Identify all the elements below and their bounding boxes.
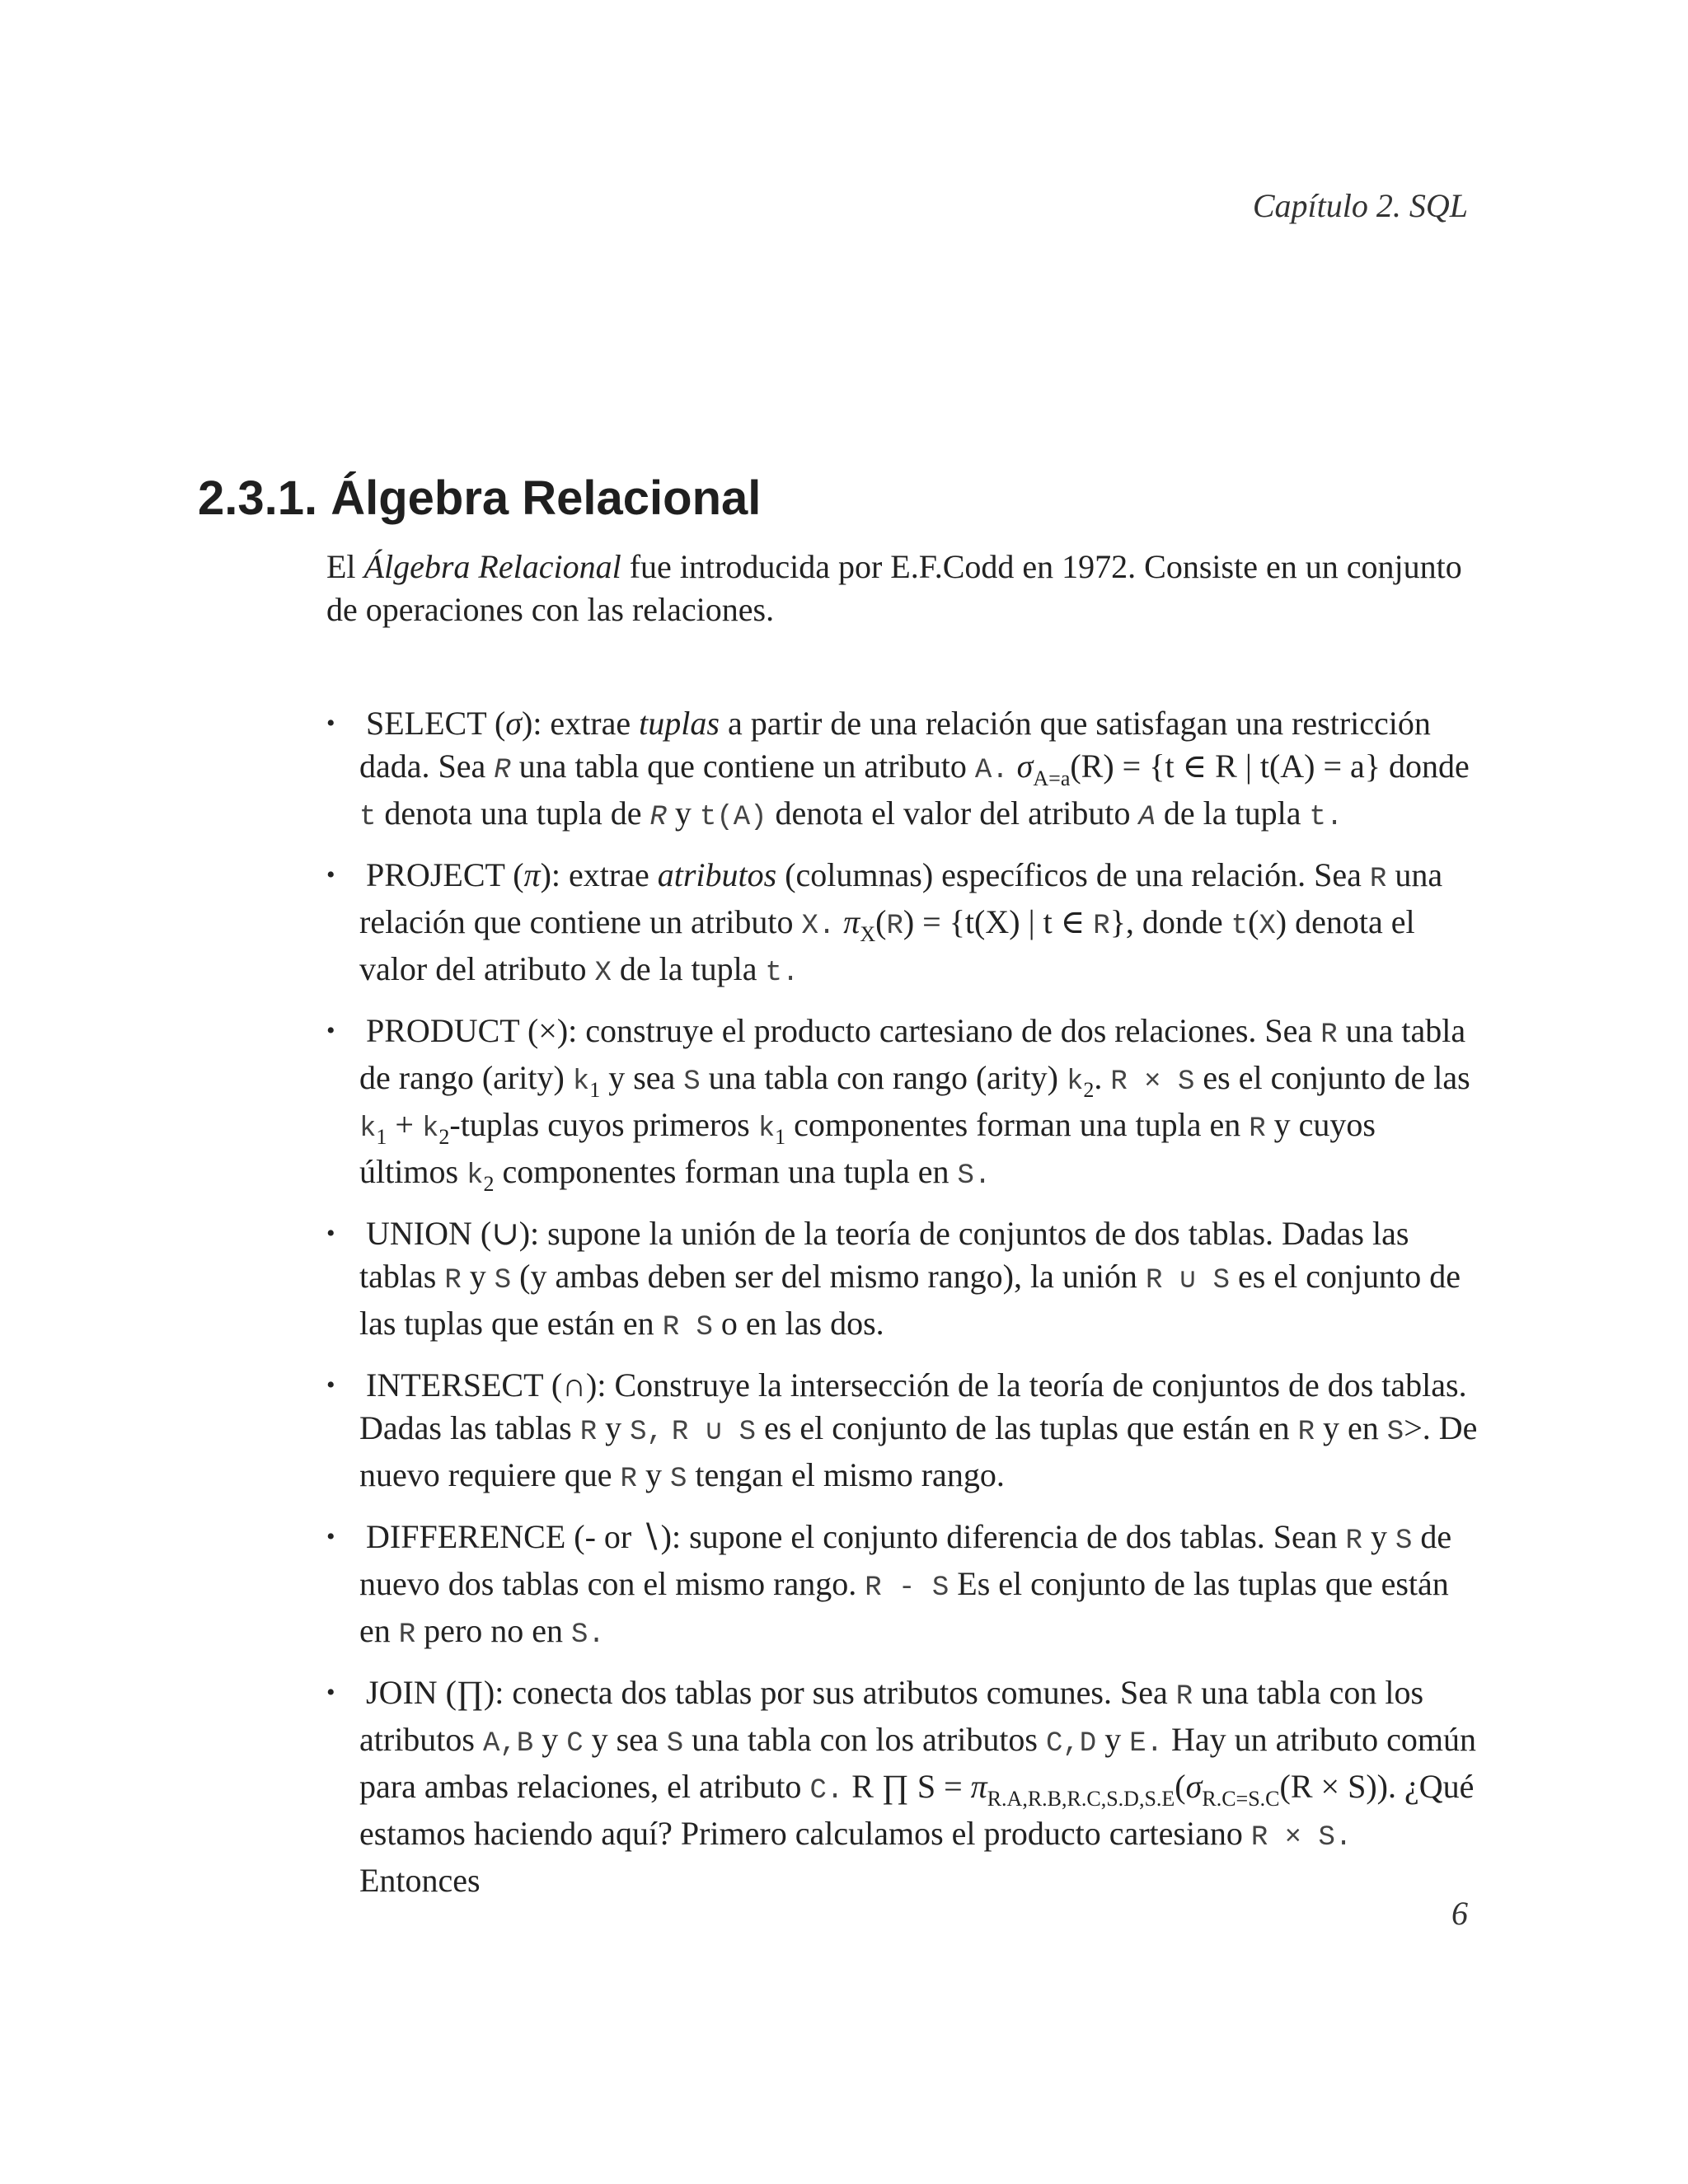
- bullet-icon: •: [326, 1523, 335, 1550]
- op-product: • PRODUCT (×): construye el producto cartesiano de dos relaciones. Sea R una tabla de rango (arity) $k_1$ y sea S una tabla con rango (arity) $k_2$. R × S es el conjunto de las $k_1$ + $k_2$-tuplas cuyos primeros $k_1$ componentes forman una tupla en R y cuyos últimos $k_2$ componentes forman una tupla en S.: [326, 1010, 1480, 1197]
- op-select: • SELECT (σ): extrae tuplas a partir de una relación que satisfagan una restricción dada. Sea R una tabla que contiene un atributo A. $\sigma_{A=a}(R) = \{t$ ∈ R | t(A) = a} donde t denota una tupla de R y t(A) denota el valor del atributo A de la tupla t.: [326, 702, 1480, 839]
- page-number: 6: [1451, 1895, 1468, 1932]
- bullet-icon: •: [326, 861, 335, 888]
- bullet-icon: •: [326, 1220, 335, 1247]
- bullet-icon: •: [326, 1371, 335, 1399]
- intro-paragraph: El Álgebra Relacional fue introducida por E.F.Codd en 1972. Consiste en un conjunto de operaciones con las relaciones.: [326, 548, 1462, 628]
- bullet-icon: •: [326, 710, 335, 737]
- op-project: • PROJECT (π): extrae atributos (columnas) específicos de una relación. Sea R una relación que contiene un atributo X. $\pi_X(R) = \{t(X)$ | t ∈ R}, donde t(X) denota el valor del atributo X de la tupla t.: [326, 854, 1480, 995]
- section-title: 2.3.1. Álgebra Relacional: [198, 471, 762, 525]
- op-intersect: • INTERSECT (∩): Construye la intersección de la teoría de conjuntos de dos tablas. Dadas las tablas R y S, R ∪ S es el conjunto de las tuplas que están en R y en S>. De nuevo requiere que R y S tengan el mismo rango.: [326, 1364, 1480, 1501]
- running-header: Capítulo 2. SQL: [1252, 187, 1468, 224]
- op-difference: • DIFFERENCE (- or ∖): supone el conjunto diferencia de dos tablas. Sean R y S de nuevo dos tablas con el mismo rango. R - S Es el conjunto de las tuplas que están en R pero no en S.: [326, 1516, 1480, 1657]
- operations-list: [326, 702, 1480, 1917]
- op-union: • UNION (∪): supone la unión de la teoría de conjuntos de dos tablas. Dadas las tablas R y S (y ambas deben ser del mismo rango), la unión R ∪ S es el conjunto de las tuplas que están en R S o en las dos.: [326, 1212, 1480, 1349]
- bullet-icon: •: [326, 1679, 335, 1706]
- op-join: • JOIN (∏): conecta dos tablas por sus atributos comunes. Sea R una tabla con los atributos A,B y C y sea S una tabla con los atributos C,D y E. Hay un atributo común para ambas relaciones, el atributo C. R ∏ $S = \pi_{R.A,R.B,R.C,S.D,S.E}(\sigma_{R.C=S.C}(R \times S))$. ¿Qué estamos haciendo aquí? Primero calculamos el producto cartesiano R × S. Entonces: [326, 1671, 1480, 1902]
- intro-term: Álgebra Relacional: [363, 548, 621, 585]
- bullet-icon: •: [326, 1017, 335, 1044]
